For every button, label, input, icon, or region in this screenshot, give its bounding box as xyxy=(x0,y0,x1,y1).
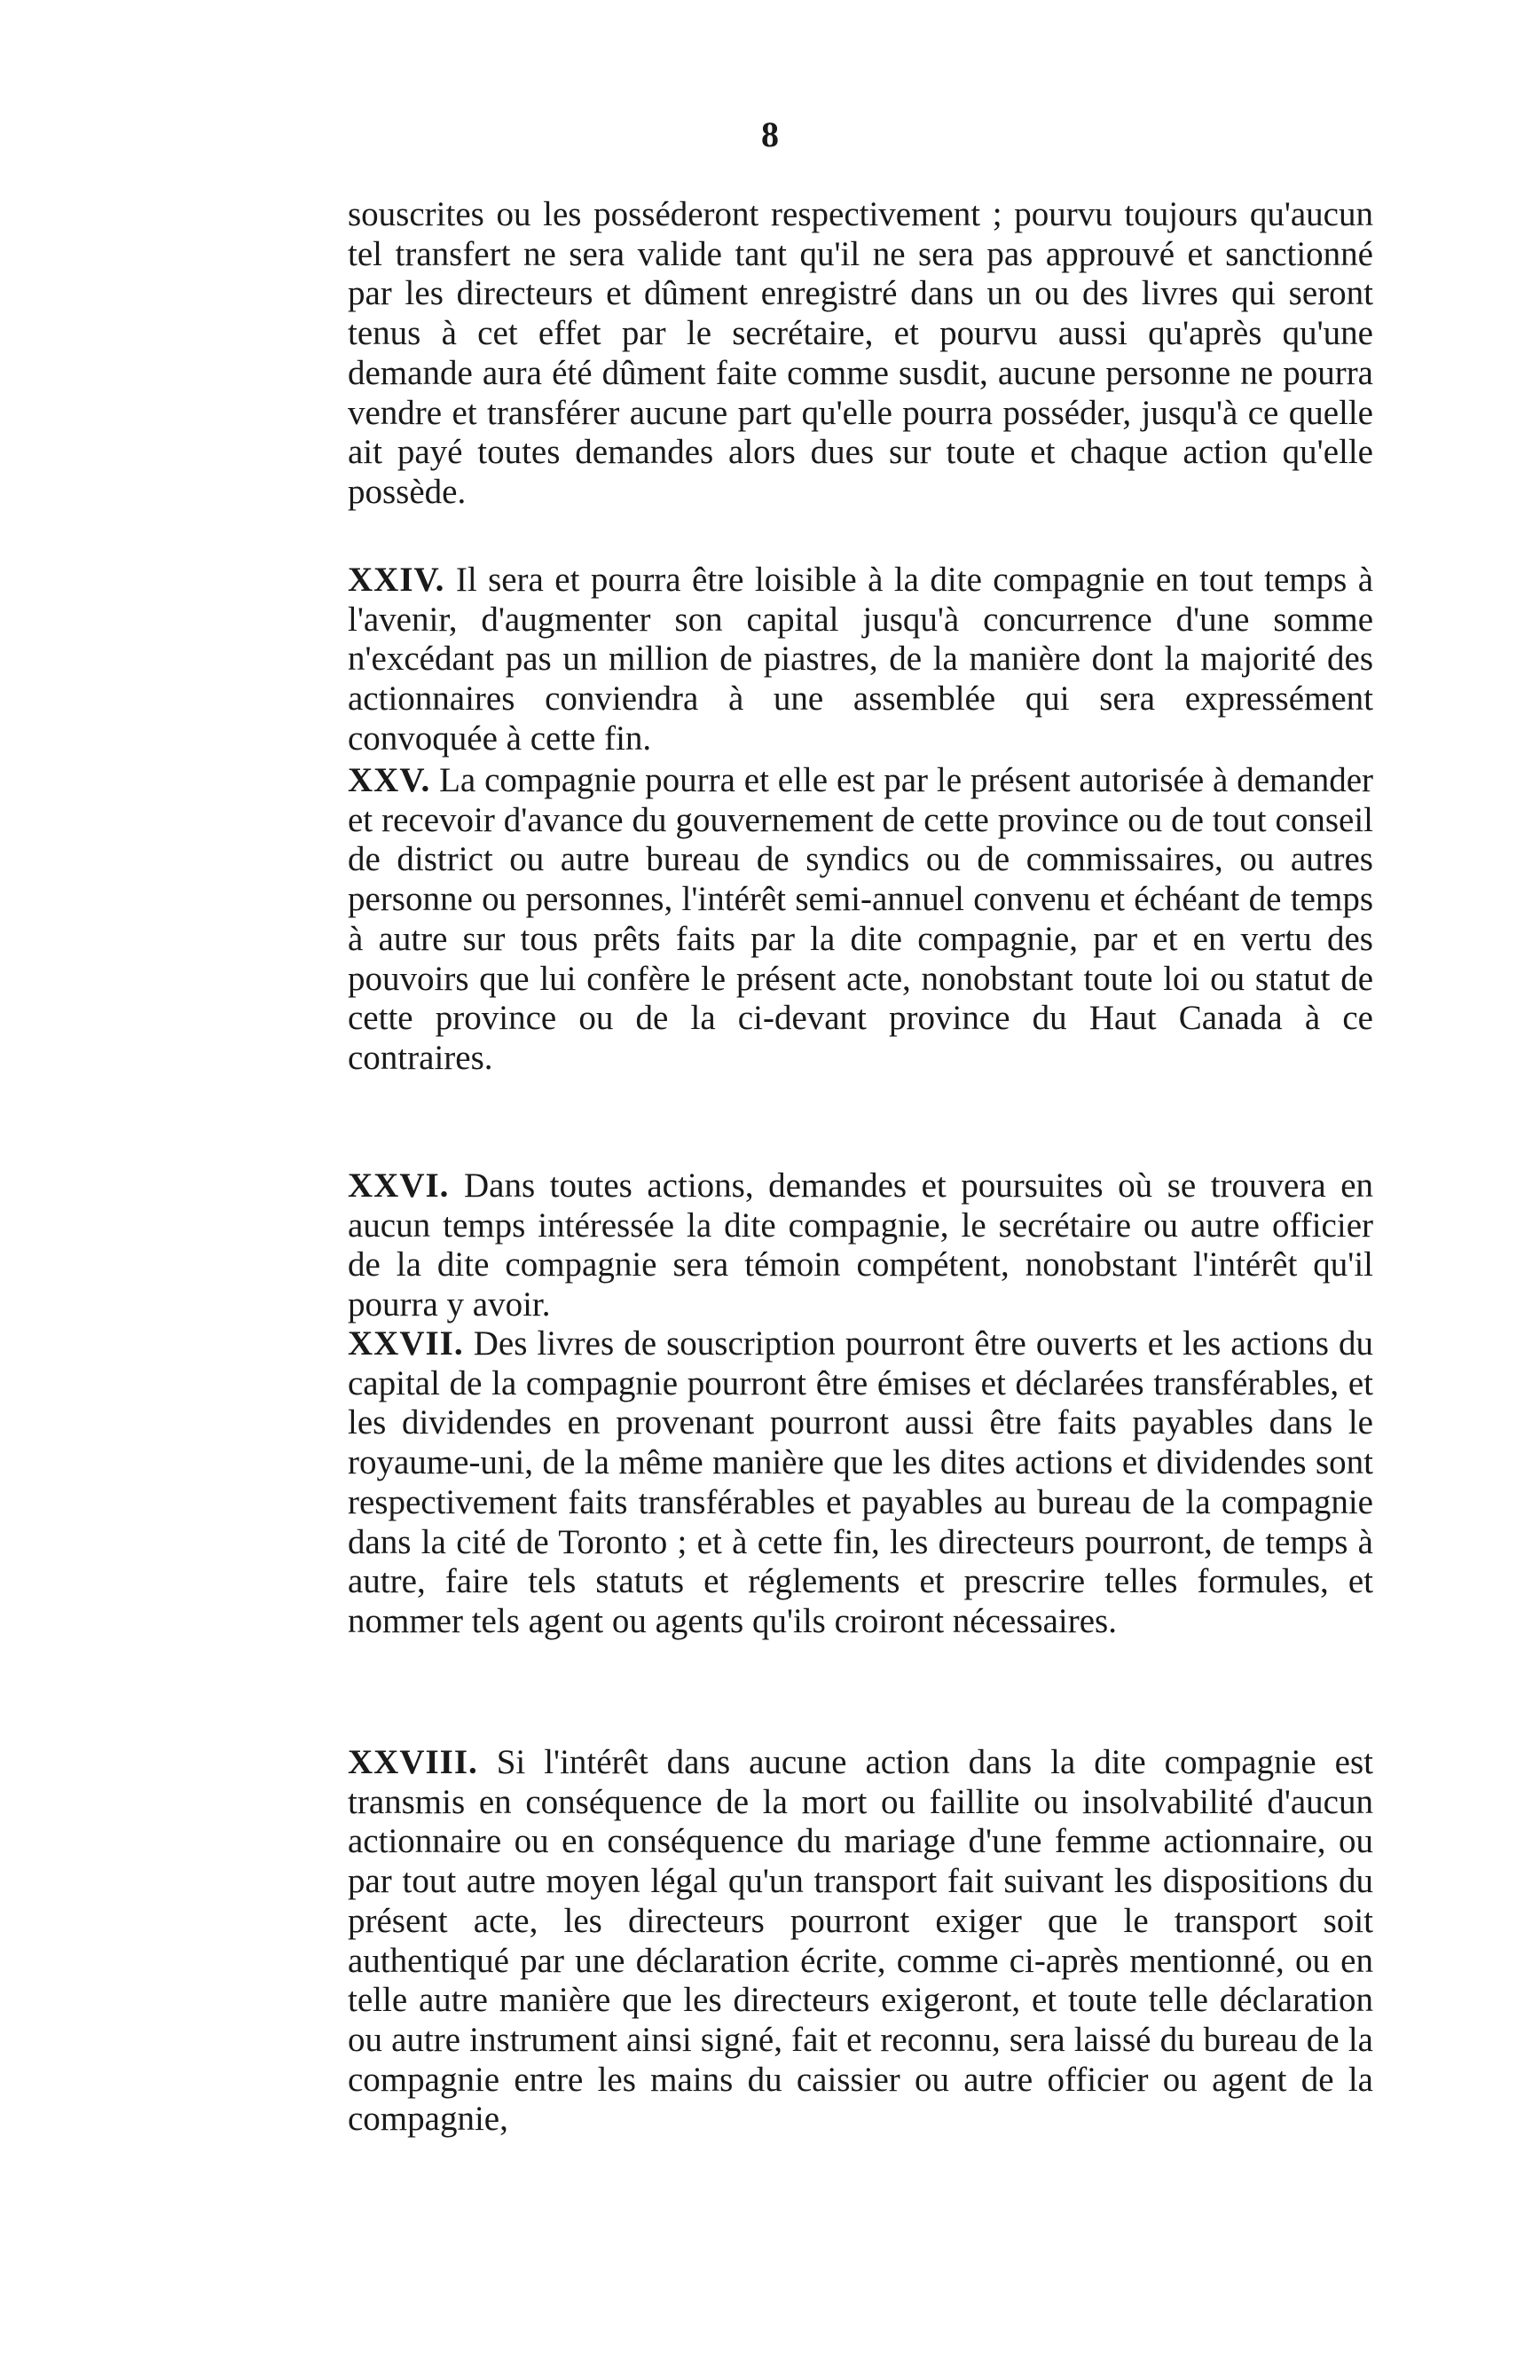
article-xxiv xyxy=(348,561,1373,759)
article-heading: XXIV. xyxy=(348,561,445,599)
page-number: 8 xyxy=(761,114,779,154)
article-heading: XXVII. xyxy=(348,1324,464,1363)
article-heading: XXVIII. xyxy=(348,1743,478,1781)
article-xxviii xyxy=(348,1743,1373,2140)
article-heading: XXVI. xyxy=(348,1166,450,1205)
paragraph-text: Il sera et pourra être loisible à la dite compagnie en tout temps à l'avenir, d'augmenter son capital jusqu'à concurrence d'une somme n'excédant pas un million de piastres, de la manière dont la majorité des actionnaires conviendra à une assemblée qui sera expressément convoquée à cette fin. xyxy=(348,561,1374,758)
article-xxvi xyxy=(348,1166,1373,1325)
paragraph-body xyxy=(348,761,1373,1079)
paragraph-body xyxy=(348,1324,1373,1642)
article-xxv xyxy=(348,761,1373,1079)
article-xxvii xyxy=(348,1324,1373,1642)
article-heading: XXV. xyxy=(348,761,431,799)
paragraph-continued xyxy=(348,195,1373,513)
paragraph-body xyxy=(348,561,1373,759)
paragraph-text: Dans toutes actions, demandes et poursuites où se trouvera en aucun temps intéressée la dite compagnie, le secrétaire ou autre officier de la dite compagnie sera témoin compétent, nonobstant l'intérêt qu'il pourra y avoir. xyxy=(348,1166,1374,1324)
paragraph-text: Des livres de souscription pourront être ouverts et les actions du capital de la compagnie pourront être émises et déclarées transférables, et les dividendes en provenant pourront aussi être faits payables dans le royaume-uni, de la même manière que les dites actions et dividendes sont respectivement faits transférables et payables au bureau de la compagnie dans la cité de Toronto ; et à cette fin, les directeurs pourront, de temps à autre, faire tels statuts et réglements et prescrire telles formules, et nommer tels agent ou agents qu'ils croiront nécessaires. xyxy=(348,1324,1374,1640)
paragraph-text: souscrites ou les posséderont respectivement ; pourvu toujours qu'aucun tel transfert ne sera valide tant qu'il ne sera pas approuvé et sanctionné par les directeurs et dûment enregistré dans un ou des livres qui seront tenus à cet effet par le secrétaire, et pourvu aussi qu'après qu'une demande aura été dûment faite comme susdit, aucune personne ne pourra vendre et transférer aucune part qu'elle pourra posséder, jusqu'à ce quelle ait payé toutes demandes alors dues sur toute et chaque action qu'elle possède. xyxy=(348,195,1373,511)
paragraph-text: La compagnie pourra et elle est par le présent autorisée à demander et recevoir d'avance du gouvernement de cette province ou de tout conseil de district ou autre bureau de syndics ou de commissaires, ou autres personne ou personnes, l'intérêt semi-annuel convenu et échéant de temps à autre sur tous prêts faits par la dite compagnie, par et en vertu des pouvoirs que lui confère le présent acte, nonobstant toute loi ou statut de cette province ou de la ci-devant province du Haut Canada à ce contraires. xyxy=(348,761,1374,1077)
paragraph-body xyxy=(348,1743,1373,2140)
paragraph-body xyxy=(348,1166,1373,1325)
paragraph-text: Si l'intérêt dans aucune action dans la dite compagnie est transmis en conséquence de la mort ou faillite ou insolvabilité d'aucun actionnaire ou en conséquence du mariage d'une femme actionnaire, ou par tout autre moyen légal qu'un transport fait suivant les dispositions du présent acte, les directeurs pourront exiger que le transport soit authentiqué par une déclaration écrite, comme ci-après mentionné, ou en telle autre manière que les directeurs exigeront, et toute telle déclaration ou autre instrument ainsi signé, fait et reconnu, sera laissé du bureau de la compagnie entre les mains du caissier ou autre officier ou agent de la compagnie, xyxy=(348,1743,1374,2139)
